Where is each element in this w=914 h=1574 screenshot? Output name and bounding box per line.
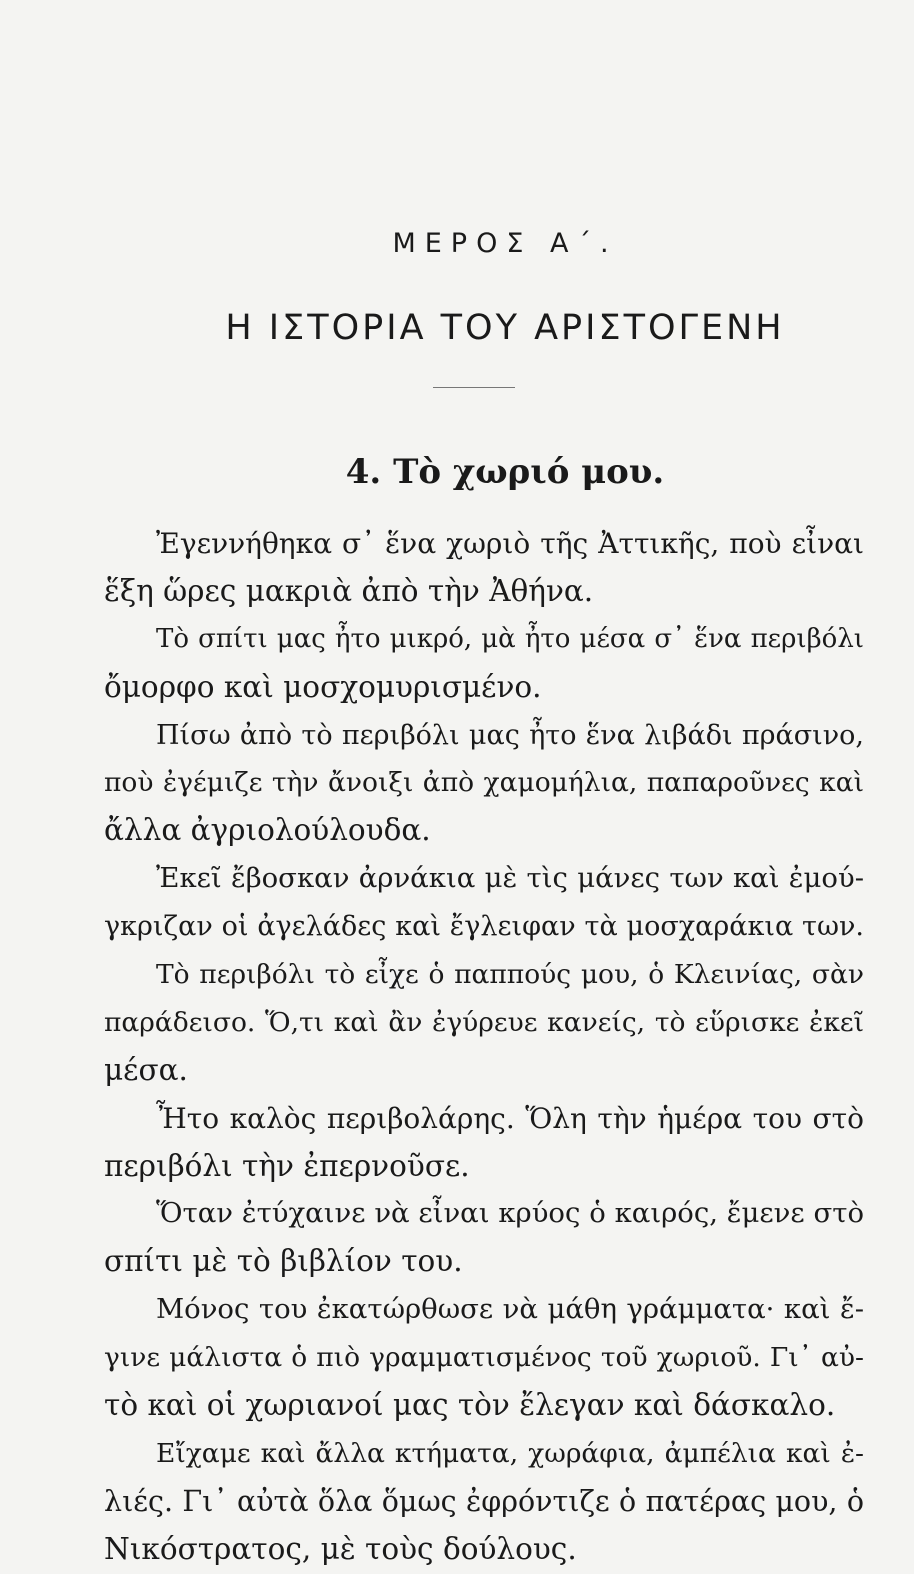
title-divider — [433, 387, 515, 388]
text-line: Ἐκεῖ ἔβοσκαν ἀρνάκια μὲ τὶς μάνες των καὶ ἐμού- — [156, 862, 864, 895]
text-line: σπίτι μὲ τὸ βιβλίον του. — [104, 1244, 463, 1279]
text-line: Νικόστρατος, μὲ τοὺς δούλους. — [104, 1531, 577, 1566]
text-line: Μόνος του ἐκατώρθωσε νὰ μάθη γράμματα· καὶ ἔ- — [156, 1293, 864, 1326]
chapter-title: 4. Τὸ χωριό μου. — [345, 452, 665, 492]
text-line: παράδεισο. Ὅ,τι καὶ ἂν ἐγύρευε κανείς, τὸ εὕρισκε ἐκεῖ — [104, 1006, 864, 1038]
text-line: μέσα. — [104, 1052, 188, 1087]
text-line: ἄλλα ἀγριολούλουδα. — [104, 813, 431, 848]
text-line: ἕξη ὥρες μακριὰ ἀπὸ τὴν Ἀθήνα. — [104, 573, 594, 608]
text-line: Εἴχαμε καὶ ἄλλα κτήματα, χωράφια, ἀμπέλια καὶ ἐ- — [156, 1437, 864, 1469]
text-line: ὄμορφο καὶ μοσχομυρισμένο. — [104, 669, 542, 704]
text-line: ποὺ ἐγέμιζε τὴν ἄνοιξι ἀπὸ χαμομήλια, παπαροῦνες καὶ — [104, 767, 864, 799]
body-text — [104, 520, 864, 1574]
part-label: ΜΕΡΟΣ Α΄. — [392, 228, 618, 259]
text-line: Ὅταν ἐτύχαινε νὰ εἶναι κρύος ὁ καιρός, ἔμενε στὸ — [156, 1197, 864, 1230]
text-line: Ἦτο καλὸς περιβολάρης. Ὅλη τὴν ἡμέρα του στὸ — [156, 1101, 864, 1135]
text-line: περιβόλι τὴν ἐπερνοῦσε. — [104, 1148, 470, 1183]
text-line: Πίσω ἀπὸ τὸ περιβόλι μας ἦτο ἕνα λιβάδι πράσινο, — [156, 719, 864, 751]
text-line: Τὸ περιβόλι τὸ εἶχε ὁ παππούς μου, ὁ Κλεινίας, σὰν — [156, 959, 864, 991]
text-line: γκριζαν οἱ ἀγελάδες καὶ ἔγλειφαν τὰ μοσχαράκια των. — [104, 911, 864, 943]
text-line: τὸ καὶ οἱ χωριανοί μας τὸν ἔλεγαν καὶ δάσκαλο. — [104, 1388, 836, 1423]
text-line: λιές. Γι᾿ αὐτὰ ὅλα ὅμως ἐφρόντιζε ὁ πατέρας μου, ὁ — [104, 1484, 864, 1518]
story-title: Η ΙΣΤΟΡΙΑ ΤΟΥ ΑΡΙΣΤΟΓΕΝΗ — [225, 308, 785, 348]
text-line: Τὸ σπίτι μας ἦτο μικρό, μὰ ἦτο μέσα σ᾿ ἕνα περιβόλι — [156, 623, 864, 654]
text-line: Ἐγεννήθηκα σ᾿ ἕνα χωριὸ τῆς Ἀττικῆς, ποὺ εἶναι — [156, 527, 864, 560]
text-line: γινε μάλιστα ὁ πιὸ γραμματισμένος τοῦ χωριοῦ. Γι᾿ αὐ- — [104, 1342, 864, 1374]
